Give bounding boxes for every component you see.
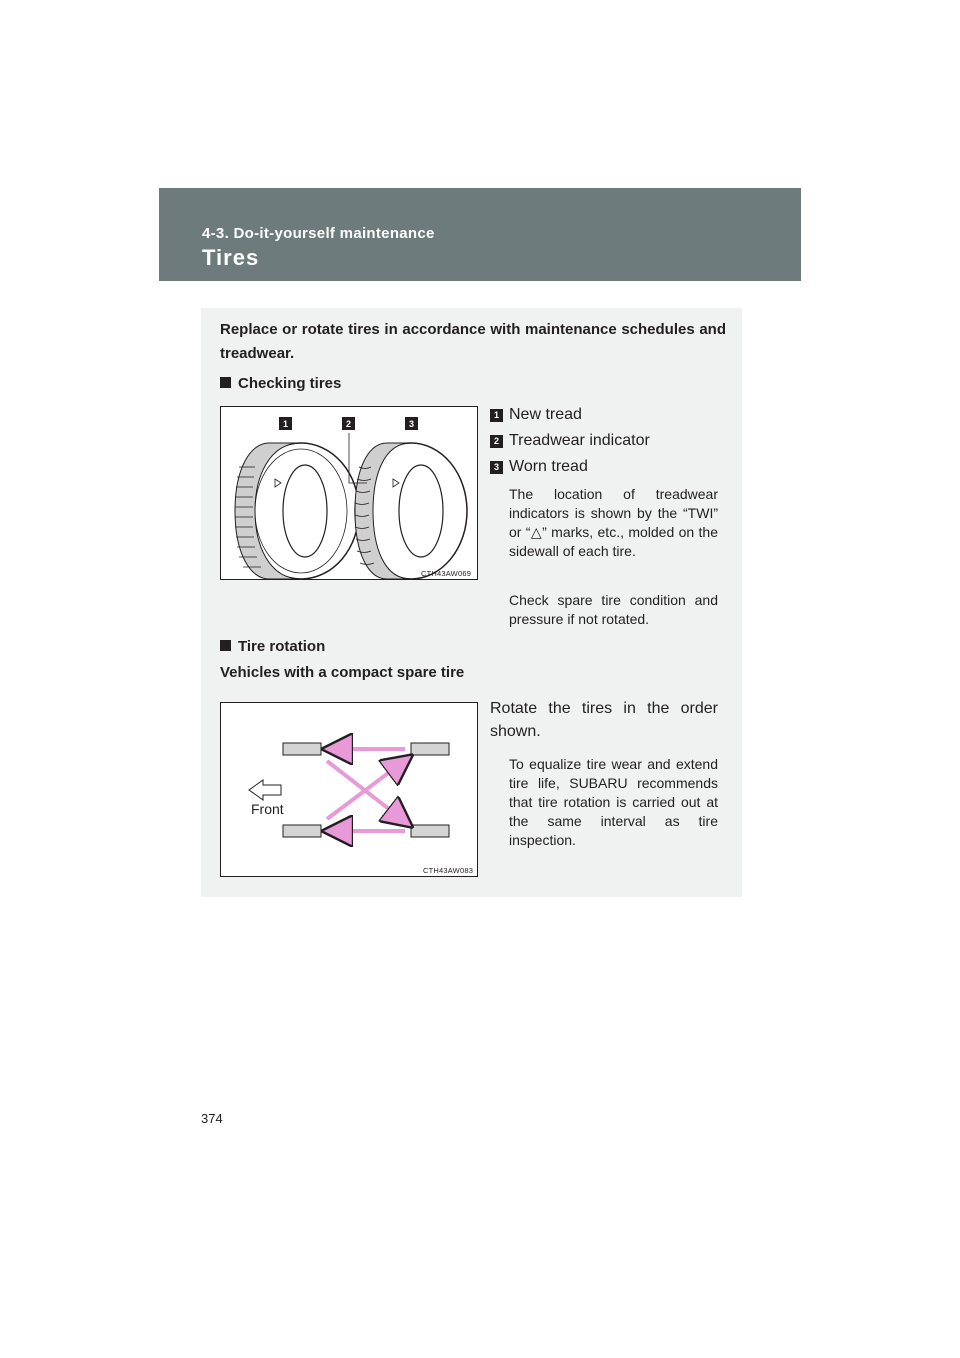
figure-code: CTH43AW069: [421, 569, 472, 578]
tire-rotation-figure: [220, 702, 478, 877]
legend-number: 3: [490, 461, 503, 474]
section-label: 4-3. Do-it-yourself maintenance: [202, 225, 435, 242]
callout-2: 2: [342, 417, 355, 430]
square-bullet-icon: [220, 640, 231, 651]
figure-code: CTH43AW083: [423, 866, 474, 875]
tire-rotation-heading: Tire rotation: [220, 638, 325, 655]
callout-1: 1: [279, 417, 292, 430]
front-label: Front: [251, 801, 284, 817]
legend-item: [490, 454, 650, 480]
legend-number: 2: [490, 435, 503, 448]
legend-number: 1: [490, 409, 503, 422]
page-title: Tires: [202, 245, 260, 270]
tire-tread-illustration: [221, 407, 477, 579]
rotation-instruction: Rotate the tires in the order shown.: [490, 700, 718, 740]
rotation-diagram: [221, 703, 477, 876]
legend-label: New tread: [509, 406, 582, 423]
chapter-header: [159, 188, 801, 281]
spare-tire-note: Check spare tire condition and pressure if not rotated.: [509, 592, 718, 627]
tire-tread-figure: [220, 406, 478, 580]
content-panel: [201, 308, 742, 897]
checking-tires-heading: Checking tires: [220, 375, 341, 392]
legend-item: [490, 428, 650, 454]
legend-label: Worn tread: [509, 458, 588, 475]
tire-legend: [490, 402, 650, 480]
compact-spare-subheading: Vehicles with a compact spare tire: [220, 664, 465, 681]
rotation-note: To equalize tire wear and extend tire life, SUBARU recommends that tire rotation is carried out at the same interval as tire inspection.: [509, 756, 718, 848]
callout-3: 3: [405, 417, 418, 430]
legend-label: Treadwear indicator: [509, 432, 650, 449]
treadwear-note: The location of treadwear indicators is shown by the “TWI” or “△” marks, etc., molded on the sidewall of each tire.: [509, 486, 718, 559]
intro-text: Replace or rotate tires in accordance with maintenance schedules and treadwear.: [220, 321, 726, 362]
square-bullet-icon: [220, 377, 231, 388]
page-number: 374: [201, 1111, 223, 1126]
legend-item: [490, 402, 650, 428]
